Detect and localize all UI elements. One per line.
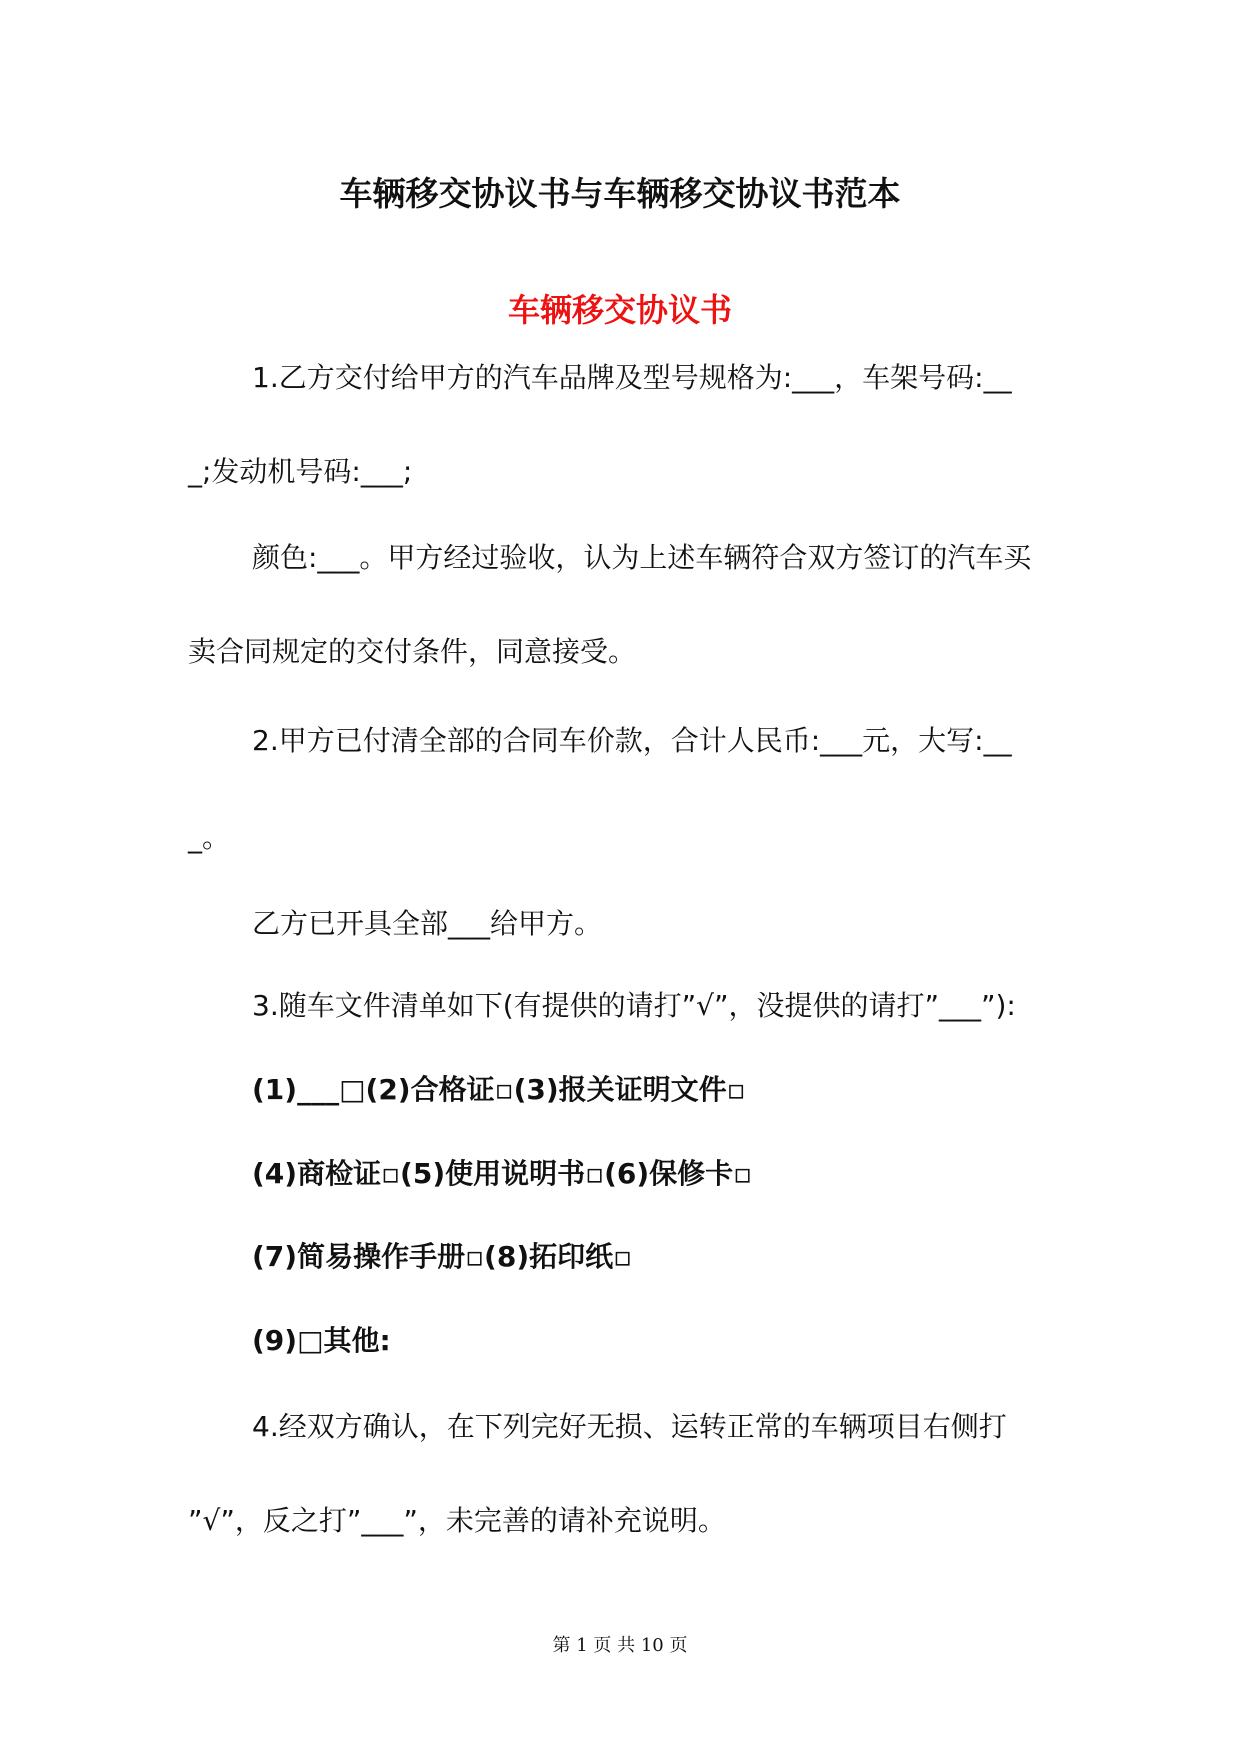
page-footer: 第 1 页 共 10 页 [552,1635,688,1656]
clause-2-line-2: _。 [188,821,231,854]
document-checklist-row-4: (9)□其他: [252,1324,391,1357]
clause-2-line-1: 2.甲方已付清全部的合同车价款，合计人民币:___元，大写:__ [252,724,1012,757]
clause-4-line-2: ”√”，反之打”___”，未完善的请补充说明。 [188,1504,726,1537]
clause-1-line-4: 卖合同规定的交付条件，同意接受。 [188,635,637,668]
document-checklist-row-1: (1)___□(2)合格证▫(3)报关证明文件▫ [252,1073,746,1106]
clause-1-line-2: _;发动机号码:___; [188,455,413,488]
clause-2-line-3: 乙方已开具全部___给甲方。 [252,907,603,940]
document-checklist-row-2: (4)商检证▫(5)使用说明书▫(6)保修卡▫ [252,1157,753,1190]
clause-3-intro: 3.随车文件清单如下(有提供的请打”√”，没提供的请打”___”): [252,989,1016,1022]
document-checklist-row-3: (7)简易操作手册▫(8)拓印纸▫ [252,1240,633,1273]
document-title: 车辆移交协议书与车辆移交协议书范本 [339,174,901,213]
section-heading: 车辆移交协议书 [507,291,732,329]
clause-1-line-3: 颜色:___。甲方经过验收，认为上述车辆符合双方签订的汽车买 [252,541,1032,574]
clause-1-line-1: 1.乙方交付给甲方的汽车品牌及型号规格为:___，车架号码:__ [252,361,1012,394]
clause-4-line-1: 4.经双方确认，在下列完好无损、运转正常的车辆项目右侧打 [252,1410,1007,1443]
